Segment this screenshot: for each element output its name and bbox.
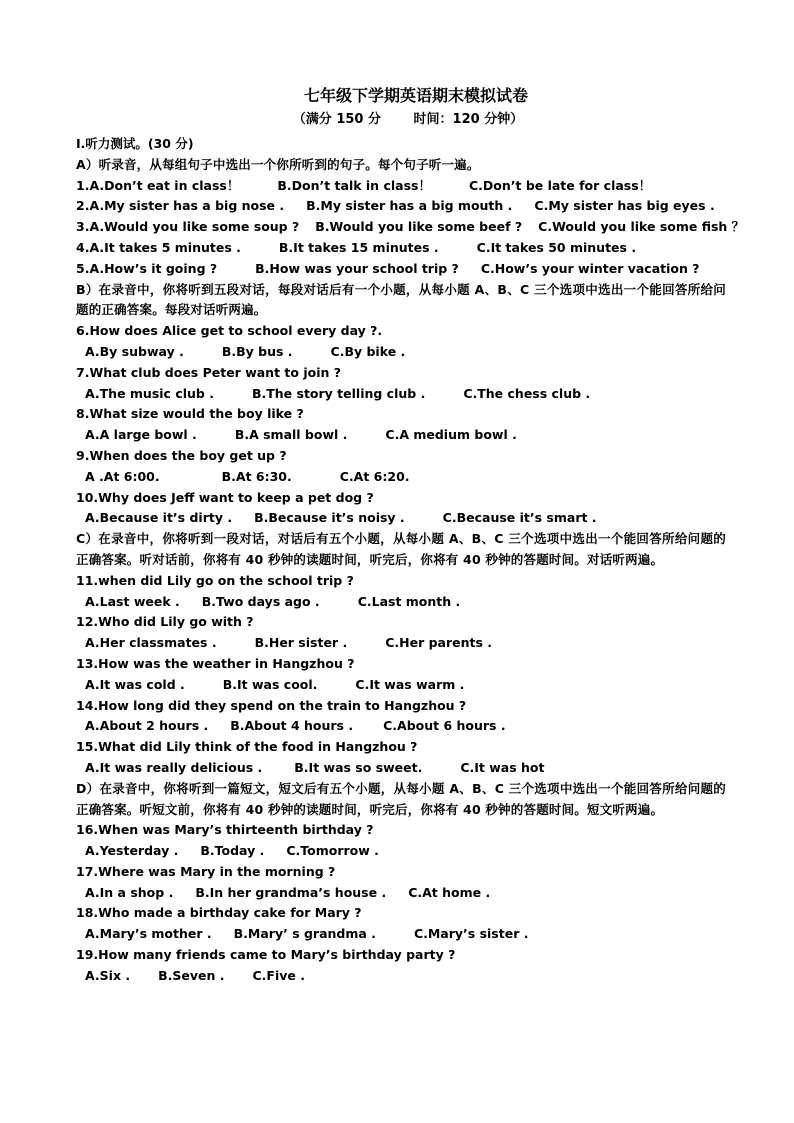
- question-text: 18.Who made a birthday cake for Mary ?: [76, 905, 362, 921]
- option: C.It was warm .: [355, 676, 465, 692]
- option: C.At home .: [408, 884, 491, 900]
- question-row: [76, 176, 726, 197]
- options-row: [76, 924, 726, 945]
- option: A.Mary’s mother .: [85, 926, 212, 942]
- option: C.It takes 50 minutes .: [476, 239, 637, 255]
- question-text: 19.How many friends came to Mary’s birthday party ?: [76, 947, 456, 963]
- exam-time: 时间：120 分钟）: [413, 112, 524, 127]
- question-text: 9.When does the boy get up ?: [76, 447, 287, 463]
- option: C.Because it’s smart .: [442, 510, 597, 526]
- option: A.By subway .: [85, 343, 184, 359]
- option: B.Two days ago .: [201, 593, 320, 609]
- question-text: 15.What did Lily think of the food in Hangzhou ?: [76, 739, 418, 755]
- option: A.Last week .: [85, 593, 180, 609]
- section-c-instruction: C）在录音中，你将听到一段对话，对话后有五个小题，从每小题 A、B、C 三个选项中选出一个能回答所给问题的正确答案。听对话前，你将有 40 秒钟的读题时间，听完后，你将有 40 秒钟的答题时间。对话听两遍。: [76, 531, 726, 567]
- option: 3.A.Would you like some soup ?: [76, 219, 300, 235]
- part1-heading: I.听力测试。(30 分): [76, 136, 194, 151]
- option: C.How’s your winter vacation ?: [480, 260, 700, 276]
- options-row: [76, 675, 726, 696]
- option: 4.A.It takes 5 minutes .: [76, 239, 241, 255]
- option: B.In her grandma’s house .: [195, 884, 387, 900]
- option: A.Yesterday .: [85, 843, 179, 859]
- option: B.How was your school trip ?: [255, 260, 459, 276]
- option: B.About 4 hours .: [230, 718, 354, 734]
- option: A .At 6:00.: [85, 468, 160, 484]
- options-row: [76, 758, 726, 779]
- option: C.Would you like some fish ？: [538, 219, 745, 235]
- option: A.It was cold .: [85, 676, 185, 692]
- option: A.A large bowl .: [85, 427, 197, 443]
- question-text: 17.Where was Mary in the morning ?: [76, 863, 336, 879]
- option: 1.A.Don’t eat in class！: [76, 177, 240, 193]
- question-text: 16.When was Mary’s thirteenth birthday ?: [76, 822, 374, 838]
- option: B.Today .: [200, 843, 265, 859]
- question-text: 14.How long did they spend on the train to Hangzhou ?: [76, 697, 467, 713]
- option: C.Don’t be late for class！: [468, 177, 652, 193]
- question-text: 13.How was the weather in Hangzhou ?: [76, 655, 355, 671]
- option: C.The chess club .: [463, 385, 591, 401]
- option: B.Don’t talk in class！: [277, 177, 431, 193]
- question-row: [76, 217, 745, 238]
- option: C.About 6 hours .: [383, 718, 506, 734]
- option: A.About 2 hours .: [85, 718, 209, 734]
- question-row: [76, 259, 726, 280]
- options-row: [76, 508, 726, 529]
- question-row: [76, 196, 726, 217]
- option: B.Would you like some beef ?: [315, 219, 523, 235]
- question-text: 12.Who did Lily go with ?: [76, 614, 254, 630]
- exam-info: [90, 108, 726, 132]
- section-d-instruction: D）在录音中，你将听到一篇短文，短文后有五个小题，从每小题 A、B、C 三个选项中选出一个能回答所给问题的正确答案。听短文前，你将有 40 秒钟的读题时间，听完后，你将有 40 秒钟的答题时间。短文听两遍。: [76, 780, 726, 817]
- option: B.It takes 15 minutes .: [278, 239, 439, 255]
- question-text: 11.when did Lily go on the school trip ?: [76, 572, 354, 588]
- options-row: [76, 633, 726, 654]
- option: B.It was cool.: [222, 676, 318, 692]
- full-score: （满分 150 分: [292, 112, 381, 127]
- options-row: [76, 716, 726, 737]
- options-row: [76, 342, 726, 363]
- option: A.Her classmates .: [85, 635, 217, 651]
- option: B.At 6:30.: [221, 468, 292, 484]
- option: 5.A.How’s it going ?: [76, 260, 218, 276]
- option: C.Five .: [252, 967, 305, 983]
- option: 2.A.My sister has a big nose .: [76, 198, 285, 214]
- options-row: [76, 467, 726, 488]
- question-text: 6.How does Alice get to school every day ?.: [76, 323, 383, 339]
- page-title: 七年级下学期英语期末模拟试卷: [303, 86, 528, 105]
- option: C.Her parents .: [385, 635, 493, 651]
- option: B.The story telling club .: [251, 385, 426, 401]
- option: A.The music club .: [85, 385, 214, 401]
- exam-page: [76, 84, 745, 987]
- question-text: 8.What size would the boy like ?: [76, 406, 304, 422]
- option: B.Seven .: [158, 967, 225, 983]
- option: B.Because it’s noisy .: [254, 510, 405, 526]
- options-row: [76, 592, 726, 613]
- option: B.A small bowl .: [234, 427, 348, 443]
- question-text: 7.What club does Peter want to join ?: [76, 364, 341, 380]
- option: B.Her sister .: [254, 635, 348, 651]
- option: B.Mary’ s grandma .: [233, 926, 376, 942]
- option: B.By bus .: [221, 343, 293, 359]
- options-row: [76, 883, 726, 904]
- question-text: 10.Why does Jeff want to keep a pet dog ?: [76, 489, 374, 505]
- options-row: [76, 384, 726, 405]
- option: C.Tomorrow .: [286, 843, 379, 859]
- section-a-instruction: A）听录音，从每组句子中选出一个你所听到的句子。每个句子听一遍。: [76, 156, 480, 172]
- section-b-instruction: B）在录音中，你将听到五段对话，每段对话后有一个小题，从每小题 A、B、C 三个选项中选出一个能回答所给问题的正确答案。每段对话听两遍。: [76, 281, 726, 318]
- option: B.It was so sweet.: [294, 759, 423, 775]
- option: A.In a shop .: [85, 884, 174, 900]
- option: C.A medium bowl .: [385, 427, 517, 443]
- option: B.My sister has a big mouth .: [306, 198, 513, 214]
- options-row: [76, 966, 726, 987]
- option: C.It was hot: [460, 759, 545, 775]
- option: C.At 6:20.: [339, 468, 410, 484]
- option: C.Last month .: [357, 593, 461, 609]
- option: C.Mary’s sister .: [413, 926, 529, 942]
- question-row: [76, 238, 726, 259]
- option: C.By bike .: [330, 343, 406, 359]
- option: A.Because it’s dirty .: [85, 510, 233, 526]
- options-row: [76, 425, 726, 446]
- option: C.My sister has big eyes .: [534, 198, 715, 214]
- option: A.It was really delicious .: [85, 759, 263, 775]
- option: A.Six .: [85, 967, 131, 983]
- options-row: [76, 841, 726, 862]
